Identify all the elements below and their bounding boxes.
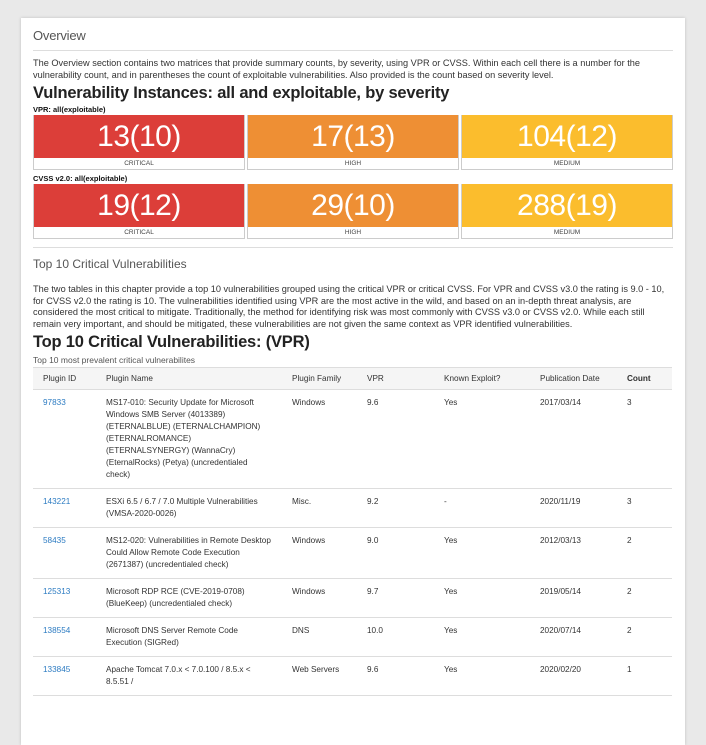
table-row xyxy=(33,390,672,489)
publication-date: 2017/03/14 xyxy=(530,390,617,489)
vpr-medium-cell xyxy=(461,115,673,170)
vpr-medium-label: MEDIUM xyxy=(462,158,672,169)
top10-title: Top 10 Critical Vulnerabilities xyxy=(33,257,187,271)
cvss-high-label: HIGH xyxy=(248,227,458,238)
known-exploit: - xyxy=(434,489,530,528)
count: 2 xyxy=(617,528,672,579)
count: 1 xyxy=(617,657,672,696)
known-exploit: Yes xyxy=(434,528,530,579)
vpr-score: 9.6 xyxy=(357,390,434,489)
plugin-name: MS17-010: Security Update for Microsoft Windows SMB Server (4013389) (ETERNALBLUE) (ETERNALCHAMPION) (ETERNALROMANCE) (ETERNALSYNERGY) (WannaCry) (EternalRocks) (Petya) (uncredentialed check) xyxy=(96,390,282,489)
count: 2 xyxy=(617,618,672,657)
vpr-matrix xyxy=(33,115,673,170)
cvss-critical-cell xyxy=(33,184,245,239)
vpr-score: 9.6 xyxy=(357,657,434,696)
plugin-family: Windows xyxy=(282,390,357,489)
cvss-critical-count: 19(12) xyxy=(34,184,244,227)
overview-description: The Overview section contains two matrices that provide summary counts, by severity, using VPR or CVSS. Within each cell there is a number for the vulnerability count, and in parentheses the count of exploitable vulnerabilities. Also provided is the count based on severity level. xyxy=(33,58,640,80)
top10-vpr-heading: Top 10 Critical Vulnerabilities: (VPR) xyxy=(33,333,310,351)
count: 3 xyxy=(617,489,672,528)
top10-description: The two tables in this chapter provide a top 10 vulnerabilities grouped using the critical VPR or critical CVSS. For VPR and CVSS v3.0 the rating is 9.0 - 10, for CVSS v2.0 the rating is 10. The vulnerabilities identified using VPR are the most active in the wild, and based on an in-depth threat analysis, are considered the most critical to mitigate. Traditionally, the method for identifying risk was most commonly with CVSS v3.0 or CVSS v2.0. While each still remain very important, and should be mitigated, these vulnerabilities are not given the same context as VPR identified vulnerabilities. xyxy=(33,284,665,329)
col-vpr: VPR xyxy=(357,368,434,390)
vpr-high-count: 17(13) xyxy=(248,115,458,158)
cvss-medium-cell xyxy=(461,184,673,239)
cvss-critical-label: CRITICAL xyxy=(34,227,244,238)
plugin-family: Windows xyxy=(282,528,357,579)
table-row xyxy=(33,657,672,696)
known-exploit: Yes xyxy=(434,390,530,489)
vpr-high-label: HIGH xyxy=(248,158,458,169)
cvss-medium-label: MEDIUM xyxy=(462,227,672,238)
plugin-id-link[interactable]: 143221 xyxy=(43,497,71,506)
col-known-exploit: Known Exploit? xyxy=(434,368,530,390)
known-exploit: Yes xyxy=(434,579,530,618)
vpr-score: 10.0 xyxy=(357,618,434,657)
publication-date: 2019/05/14 xyxy=(530,579,617,618)
plugin-name: Apache Tomcat 7.0.x < 7.0.100 / 8.5.x < 8.5.51 / xyxy=(96,657,282,696)
report-content xyxy=(21,18,685,696)
table-row xyxy=(33,579,672,618)
table-row xyxy=(33,489,672,528)
vpr-matrix-label: VPR: all(exploitable) xyxy=(33,105,106,114)
col-plugin-id: Plugin ID xyxy=(33,368,96,390)
plugin-name: Microsoft RDP RCE (CVE-2019-0708) (BlueKeep) (uncredentialed check) xyxy=(96,579,282,618)
publication-date: 2020/07/14 xyxy=(530,618,617,657)
plugin-family: Misc. xyxy=(282,489,357,528)
section-divider xyxy=(33,247,673,248)
vpr-critical-label: CRITICAL xyxy=(34,158,244,169)
plugin-id-link[interactable]: 58435 xyxy=(43,536,66,545)
plugin-name: MS12-020: Vulnerabilities in Remote Desktop Could Allow Remote Code Execution (2671387) (uncredentialed check) xyxy=(96,528,282,579)
plugin-family: Windows xyxy=(282,579,357,618)
vpr-critical-count: 13(10) xyxy=(34,115,244,158)
vpr-critical-cell xyxy=(33,115,245,170)
known-exploit: Yes xyxy=(434,657,530,696)
cvss-high-count: 29(10) xyxy=(248,184,458,227)
top10-table-caption: Top 10 most prevalent critical vulnerabilites xyxy=(33,355,196,365)
count: 3 xyxy=(617,390,672,489)
vpr-high-cell xyxy=(247,115,459,170)
vpr-medium-count: 104(12) xyxy=(462,115,672,158)
plugin-id-link[interactable]: 138554 xyxy=(43,626,71,635)
cvss-matrix xyxy=(33,184,673,239)
count: 2 xyxy=(617,579,672,618)
plugin-family: DNS xyxy=(282,618,357,657)
plugin-id-link[interactable]: 125313 xyxy=(43,587,71,596)
table-row xyxy=(33,528,672,579)
known-exploit: Yes xyxy=(434,618,530,657)
vpr-score: 9.0 xyxy=(357,528,434,579)
plugin-family: Web Servers xyxy=(282,657,357,696)
plugin-id-link[interactable]: 133845 xyxy=(43,665,71,674)
top10-vpr-table xyxy=(33,367,672,696)
overview-title: Overview xyxy=(33,28,673,51)
cvss-medium-count: 288(19) xyxy=(462,184,672,227)
publication-date: 2020/02/20 xyxy=(530,657,617,696)
col-plugin-name: Plugin Name xyxy=(96,368,282,390)
col-plugin-family: Plugin Family xyxy=(282,368,357,390)
cvss-matrix-label: CVSS v2.0: all(exploitable) xyxy=(33,174,128,183)
publication-date: 2012/03/13 xyxy=(530,528,617,579)
col-count: Count xyxy=(617,368,672,390)
table-header-row xyxy=(33,368,672,390)
report-page xyxy=(21,18,685,745)
cvss-high-cell xyxy=(247,184,459,239)
vpr-score: 9.2 xyxy=(357,489,434,528)
plugin-id-link[interactable]: 97833 xyxy=(43,398,66,407)
table-row xyxy=(33,618,672,657)
publication-date: 2020/11/19 xyxy=(530,489,617,528)
vpr-score: 9.7 xyxy=(357,579,434,618)
plugin-name: ESXi 6.5 / 6.7 / 7.0 Multiple Vulnerabilities (VMSA-2020-0026) xyxy=(96,489,282,528)
col-publication-date: Publication Date xyxy=(530,368,617,390)
vulnerability-instances-heading: Vulnerability Instances: all and exploitable, by severity xyxy=(33,84,450,102)
plugin-name: Microsoft DNS Server Remote Code Execution (SIGRed) xyxy=(96,618,282,657)
